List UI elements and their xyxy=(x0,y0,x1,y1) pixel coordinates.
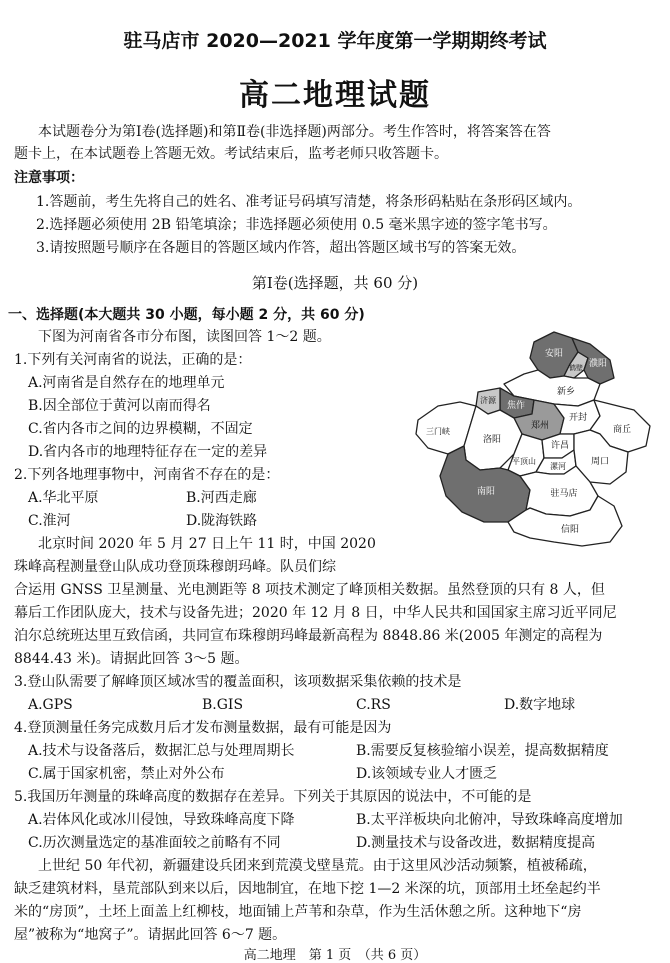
q5-option-d: D.测量技术与设备改进，数据精度提高 xyxy=(356,835,596,851)
label-sanmenxia: 三门峡 xyxy=(426,427,450,436)
q2-option-a: A.华北平原 xyxy=(28,490,99,506)
passage1-line-6: 8844.43 米)。请据此回答 3～5 题。 xyxy=(14,651,249,667)
label-shangqiu: 商丘 xyxy=(612,425,632,435)
q3-stem: 3.登山队需要了解峰顶区域冰雪的覆盖面积，该项数据采集依赖的技术是 xyxy=(14,674,462,690)
q2-option-d: D.陇海铁路 xyxy=(186,513,258,529)
intro-line-2: 题卡上，在本试题卷上答题无效。考试结束后，监考老师只收答题卡。 xyxy=(14,146,448,162)
label-luoyang: 洛阳 xyxy=(482,435,502,445)
q1-stem: 1.下列有关河南省的说法，正确的是： xyxy=(14,352,252,368)
q4-stem: 4.登顶测量任务完成数月后才发布测量数据，最有可能是因为 xyxy=(14,720,392,736)
page-footer: 高二地理 第 1 页 （共 6 页） xyxy=(243,948,427,963)
q4-option-d: D.该领域专业人才匮乏 xyxy=(356,766,498,782)
q2-option-c: C.淮河 xyxy=(28,513,71,529)
passage1-line-5: 泊尔总统班达里互致信函，共同宣布珠穆朗玛峰最新高程为 8848.86 米(2005 年测定的高程为 xyxy=(14,628,603,644)
henan-map-svg xyxy=(414,330,654,548)
q5-stem: 5.我国历年测量的珠峰高度的数据存在差异。下列关于其原因的说法中，不可能的是 xyxy=(14,789,532,805)
label-jiaozuo: 焦作 xyxy=(506,401,526,411)
map-intro: 下图为河南省各市分布图，读图回答 1～2 题。 xyxy=(38,329,331,345)
q5-option-c: C.历次测量选定的基准面较之前略有不同 xyxy=(28,835,281,851)
q3-option-b: B.GIS xyxy=(202,697,244,713)
q1-option-b: B.因全部位于黄河以南而得名 xyxy=(28,398,211,414)
q2-option-b: B.河西走廊 xyxy=(186,490,257,506)
subject-title: 高二地理试题 xyxy=(239,78,431,113)
label-luohe: 漯河 xyxy=(550,462,566,471)
label-xinxiang: 新乡 xyxy=(556,387,576,397)
notice-item-3: 3.请按照题号顺序在各题目的答题区域内作答，超出答题区域书写的答案无效。 xyxy=(36,240,526,256)
q3-option-c: C.RS xyxy=(356,697,391,713)
exam-title: 驻马店市 2020—2021 学年度第一学期期终考试 xyxy=(123,30,547,52)
q3-option-a: A.GPS xyxy=(28,697,73,713)
label-pingdingshan: 平顶山 xyxy=(512,457,536,466)
label-xuchang: 许昌 xyxy=(550,441,570,451)
label-zhengzhou: 郑州 xyxy=(530,421,550,431)
passage2-line-1: 上世纪 50 年代初，新疆建设兵团来到荒漠戈壁垦荒。由于这里风沙活动频繁，植被稀疏， xyxy=(38,858,597,874)
label-jiyuan: 济源 xyxy=(480,396,496,405)
q5-option-a: A.岩体风化或冰川侵蚀，导致珠峰高度下降 xyxy=(28,812,295,828)
notice-item-1: 1.答题前，考生先将自己的姓名、准考证号码填写清楚，将条形码粘贴在条形码区域内。 xyxy=(36,194,582,210)
notice-item-2: 2.选择题必须使用 2B 铅笔填涂；非选择题必须使用 0.5 毫米黑字迹的签字笔书写。 xyxy=(36,217,557,233)
passage2-line-2: 缺乏建筑材料，垦荒部队到来以后，因地制宜，在地下挖 1—2 米深的坑，顶部用土坯垒起约半 xyxy=(14,881,601,897)
q4-option-c: C.属于国家机密，禁止对外公布 xyxy=(28,766,225,782)
passage2-line-3: 米的“房顶”，土坯上面盖上红柳枝，地面铺上芦苇和杂草，作为生活休憩之所。这种地下“房 xyxy=(14,904,582,920)
passage1-line-4: 幕后工作团队庞大，技术与设备先进；2020 年 12 月 8 日，中华人民共和国国家主席习近平同尼 xyxy=(14,605,617,621)
label-nanyang: 南阳 xyxy=(476,487,496,497)
label-xinyang: 信阳 xyxy=(560,525,580,535)
q1-option-a: A.河南省是自然存在的地理单元 xyxy=(28,375,225,391)
passage1-line-2: 珠峰高程测量登山队成功登顶珠穆朗玛峰。队员们综 xyxy=(14,559,336,575)
passage1-line-1: 北京时间 2020 年 5 月 27 日上午 11 时，中国 2020 xyxy=(38,536,376,552)
notice-title: 注意事项： xyxy=(14,170,84,186)
part-1-heading: 一、选择题(本大题共 30 小题，每小题 2 分，共 60 分) xyxy=(8,307,365,323)
passage2-line-4: 屋”被称为“地窝子”。请据此回答 6～7 题。 xyxy=(14,927,287,943)
passage1-line-3: 合运用 GNSS 卫星测量、光电测距等 8 项技术测定了峰顶相关数据。虽然登顶的只有 8 人，但 xyxy=(14,582,605,598)
henan-map xyxy=(414,330,654,548)
q4-option-a: A.技术与设备落后，数据汇总与处理周期长 xyxy=(28,743,295,759)
label-zhumadian: 驻马店 xyxy=(550,489,578,499)
q5-option-b: B.太平洋板块向北俯冲，导致珠峰高度增加 xyxy=(356,812,623,828)
q1-option-d: D.省内各市的地理特征存在一定的差异 xyxy=(28,444,268,460)
label-anyang: 安阳 xyxy=(544,349,564,359)
label-zhoukou: 周口 xyxy=(590,457,610,467)
q1-option-c: C.省内各市之间的边界模糊，不固定 xyxy=(28,421,253,437)
label-hebi: 鹤壁 xyxy=(569,364,583,372)
label-kaifeng: 开封 xyxy=(568,413,588,423)
intro-line-1: 本试题卷分为第Ⅰ卷(选择题)和第Ⅱ卷(非选择题)两部分。考生作答时，将答案答在答 xyxy=(38,124,551,140)
q4-option-b: B.需要反复核验缩小误差，提高数据精度 xyxy=(356,743,609,759)
q2-stem: 2.下列各地理事物中，河南省不存在的是： xyxy=(14,467,280,483)
section-1-title: 第Ⅰ卷(选择题，共 60 分) xyxy=(251,274,419,292)
label-puyang: 濮阳 xyxy=(588,359,608,369)
q3-option-d: D.数字地球 xyxy=(504,697,576,713)
